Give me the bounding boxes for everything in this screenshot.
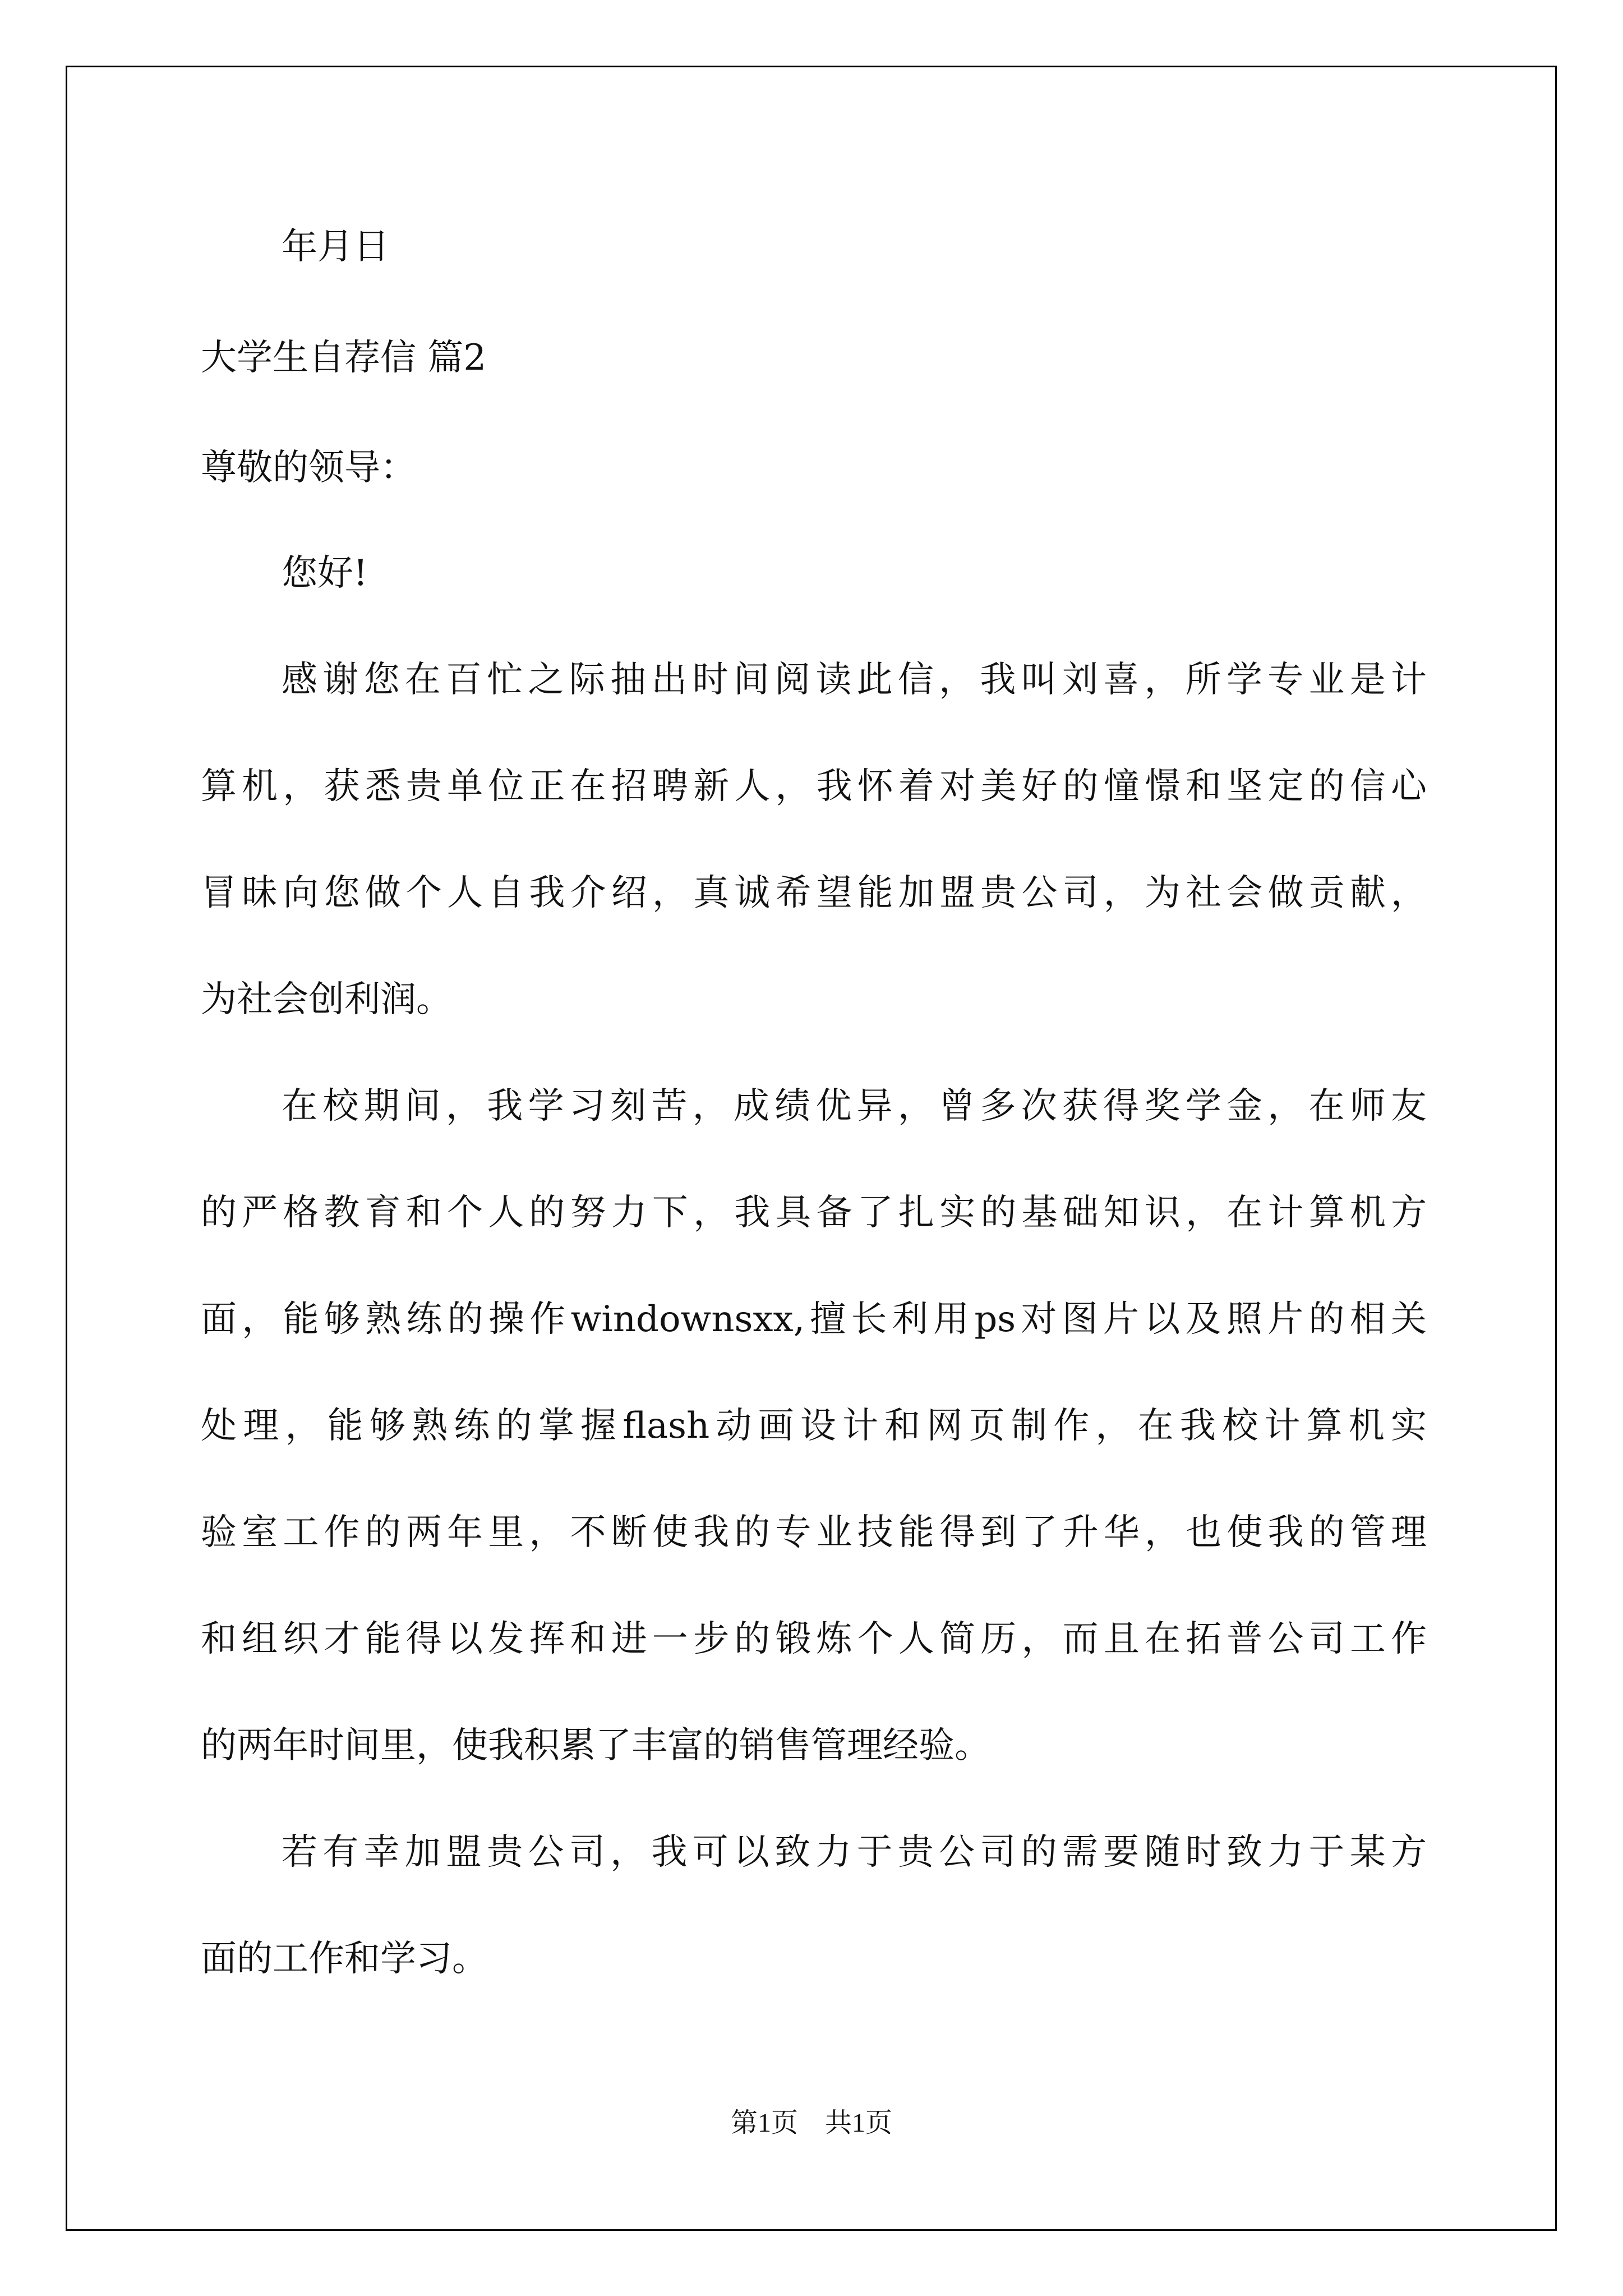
paragraph2-line: 验室工作的两年里，不断使我的专业技能得到了升华，也使我的管理 [201, 1512, 1427, 1553]
paragraph2-line: 处理，能够熟练的掌握flash动画设计和网页制作，在我校计算机实 [201, 1405, 1427, 1447]
paragraph2-line: 的两年时间里，使我积累了丰富的销售管理经验。 [201, 1725, 990, 1766]
paragraph1-line: 为社会创利润。 [201, 979, 452, 1020]
paragraph2-line: 面，能够熟练的操作windownsxx,擅长利用ps对图片以及照片的相关 [201, 1299, 1427, 1340]
paragraph2-line: 和组织才能得以发挥和进一步的锻炼个人简历，而且在拓普公司工作 [201, 1618, 1427, 1660]
page-number-footer: 第1页 共1页 [730, 2108, 892, 2138]
paragraph1-line: 冒昧向您做个人自我介绍，真诚希望能加盟贵公司，为社会做贡献， [201, 872, 1427, 914]
paragraph3-line: 若有幸加盟贵公司，我可以致力于贵公司的需要随时致力于某方 [282, 1832, 1427, 1873]
paragraph1-line: 算机，获悉贵单位正在招聘新人，我怀着对美好的憧憬和坚定的信心 [201, 766, 1427, 807]
date-line: 年月日 [282, 226, 389, 268]
paragraph2-line: 的严格教育和个人的努力下，我具备了扎实的基础知识，在计算机方 [201, 1192, 1427, 1234]
paragraph1-line: 感谢您在百忙之际抽出时间阅读此信，我叫刘喜，所学专业是计 [282, 659, 1427, 701]
paragraph3-line: 面的工作和学习。 [201, 1938, 488, 1980]
document-heading: 大学生自荐信 篇2 [201, 337, 487, 379]
paragraph2-line: 在校期间，我学习刻苦，成绩优异，曾多次获得奖学金，在师友 [282, 1085, 1427, 1127]
greeting: 您好! [282, 553, 368, 594]
salutation: 尊敬的领导： [201, 447, 416, 489]
page-border [66, 66, 1557, 2231]
